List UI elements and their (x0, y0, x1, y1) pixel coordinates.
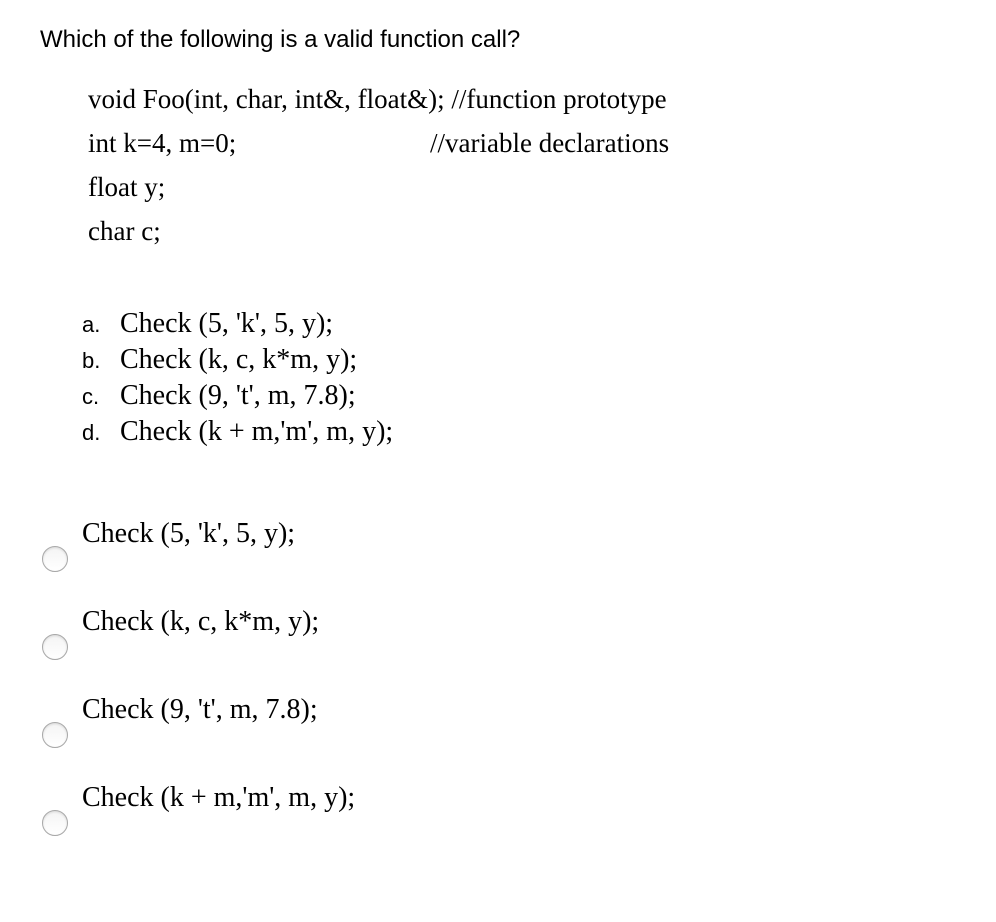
choice-marker: a. (82, 312, 101, 337)
choice-marker: c. (82, 384, 100, 409)
radio-button[interactable] (42, 546, 68, 572)
answer-label[interactable]: Check (5, 'k', 5, y); (82, 518, 296, 549)
choice-text: Check (9, 't', m, 7.8); (120, 380, 356, 411)
choice-text: Check (5, 'k', 5, y); (120, 308, 334, 339)
choice-marker: b. (82, 348, 101, 373)
float-declaration-line: float y; (88, 172, 166, 202)
answer-label[interactable]: Check (k + m,'m', m, y); (82, 782, 356, 813)
answer-option-2[interactable] (40, 604, 540, 664)
answer-label[interactable]: Check (k, c, k*m, y); (82, 606, 320, 637)
choice-item-d (82, 414, 393, 450)
question-prompt: Which of the following is a valid function call? (40, 26, 521, 53)
answer-option-4[interactable] (40, 780, 540, 840)
answer-label[interactable]: Check (9, 't', m, 7.8); (82, 694, 318, 725)
choice-list (82, 306, 393, 450)
choice-text: Check (k, c, k*m, y); (120, 344, 358, 375)
radio-button[interactable] (42, 810, 68, 836)
radio-button[interactable] (42, 634, 68, 660)
answer-option-3[interactable] (40, 692, 540, 752)
choice-item-c (82, 378, 393, 414)
char-declaration-line: char c; (88, 216, 161, 246)
radio-button[interactable] (42, 722, 68, 748)
variable-declaration-comment: //variable declarations (430, 128, 670, 158)
choice-item-a (82, 306, 393, 342)
choice-text: Check (k + m,'m', m, y); (120, 416, 394, 447)
choice-item-b (82, 342, 393, 378)
function-prototype-line: void Foo(int, char, int&, float&); //function prototype (88, 84, 667, 114)
answer-option-1[interactable] (40, 516, 540, 576)
choice-marker: d. (82, 420, 101, 445)
variable-declaration-line: int k=4, m=0; (88, 128, 237, 158)
